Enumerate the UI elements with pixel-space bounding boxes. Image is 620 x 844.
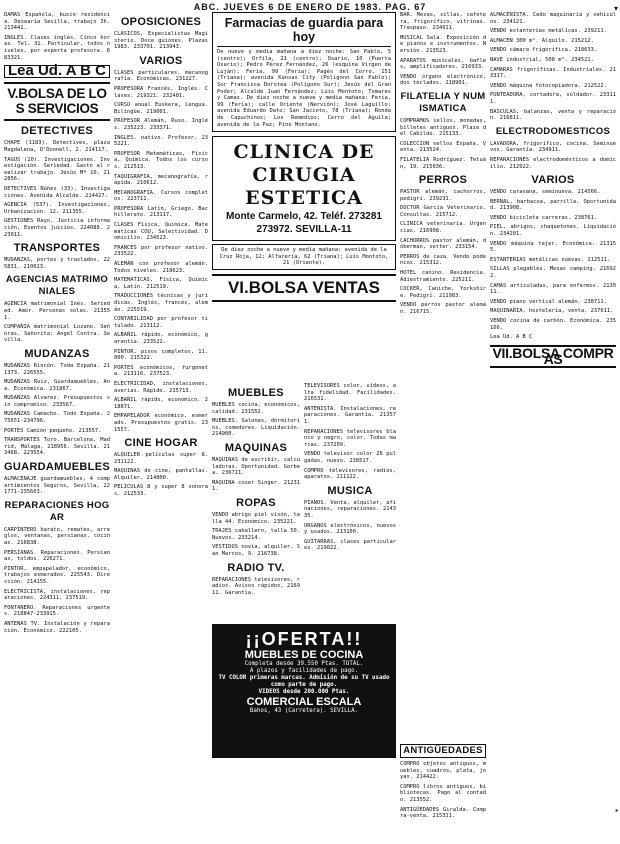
classified-ad: REPARACIONES electrodomésticos a domicilio. 212922. [490, 156, 616, 170]
oferta-line: VIDEOS desde 200.000 Ptas. [258, 689, 350, 695]
classified-ad: MAQUINAS de cine, pantallas. Alquiler. 214800. [114, 468, 208, 481]
classified-ad: MUDANZAS Rincón. Toda España. 211373. 226555. [4, 362, 110, 376]
classified-ad: CLASICOS, Especialistas Magisterio. Doce guiones. Plazas 1983. 233701. 213943. [114, 31, 208, 51]
classified-ad: MAQUINA coser Singer. 212311. [212, 479, 300, 493]
col1-sections [4, 125, 110, 634]
classified-ad: ALMACENAJE guardamuebles, 4 compartimientos Seguros, Sevilla, 221771-235603. [4, 476, 110, 496]
classified-ad: PIANOS. Venta, alquiler, afinaciones, reparaciones. 214335. [304, 499, 396, 519]
farmacias-text: De nueve y media mañana a diez noche: San Pablo, 5 (centro); Orfila, 21 (centro); Osario, 10 (Puerta Osario); Pedro Pérez Fernández, 26 (esquina Virgen de Luján); Feria, 99 (Feria); Pagés del Corro, 151 (Triana); avenida Kansas City (Polígono San Pablo); Sor Francisca Dorotea (Polígono Sur); Jesús del Gran Poder; Alcalde Juan Fernández; Luis Montoto; Tomares y Camas. De diez noche a nueve y media mañana: Feria, 99 (Feria); calle Oriente (Nervión); José Laguillo; avenida Eduardo Dato; San Jacinto, 78 (Triana); Ronda de Capuchinos; Los Remedios; Cerro del Águila; avenida de la Paz; Pino Montano. [217, 49, 391, 128]
oferta-line: A plazos y facilidades de pago. [249, 668, 359, 674]
classified-ad: COMPRAMOS sellos, monedas, billetes antiguos. Plaza del Cabildo. 215133. [400, 117, 486, 138]
classified-ad: APARATOS musicales, bafles, amplificadores. 216933. [400, 57, 486, 71]
section-title: VARIOS [531, 174, 575, 187]
classified-ad: ELECTRICIDAD, instalaciones, averías. Rápido. 215713. [114, 380, 208, 394]
classified-ad: MAQUINARIA, hostelería, venta. 237611. [490, 308, 614, 315]
classified-ad: VESTIDOS novia, alquiler. San Marcos, 9. 216738. [212, 544, 300, 557]
classified-ad: VENDO perros pastor alemán. 216715. [400, 302, 486, 315]
section-title: MUSICA [327, 484, 373, 497]
classified-ad: ELECTRICISTA, instalaciones, reparaciones. 224311. 237519. [4, 588, 110, 602]
classified-ad: FRANCES por profesor nativo. 233522. [114, 244, 208, 258]
classified-ad: MUDANZAS, portes y traslados, 225831. 210023. [4, 257, 110, 270]
section-title: REPARACIONES HOGAR [4, 499, 110, 523]
section-title: RADIO TV. [227, 561, 285, 574]
section-title: TRANSPORTES [13, 242, 101, 255]
clinica-line2: CIRUGIA ESTETICA [245, 164, 363, 210]
section-title: GUARDAMUEBLES [4, 461, 110, 474]
classified-ad: BAR. Mesas, sillas, cafetera, frigorífico, vitrinas. Traspaso. 234911. [400, 12, 486, 32]
classified-ad: CHAPE (1183). Detectives, plaza Magdalena, O'Donnell, 2. 214117. [4, 140, 110, 154]
farmacias-box [212, 12, 396, 132]
classified-ad: ALMACENISTA. Cedo maquinaria y vehículos. 234121. [490, 12, 616, 25]
bolsa-servicios-banner: V.BOLSA DE LOS SERVICIOS [4, 82, 110, 122]
oferta-ad [212, 624, 396, 758]
classified-ad: CAMARAS frigoríficas. Industriales. 213317. [490, 66, 616, 80]
section-title: DETECTIVES [20, 125, 94, 138]
classified-ad: INGLES, nativo. Profesor. 235221. [114, 134, 208, 148]
classified-ad: AGENCIA (537). Investigaciones, Urbanización. 12. 211355. [4, 202, 110, 215]
classified-ad: ANTIGÜEDADES Giralda. Compra-venta. 215311. [400, 806, 486, 820]
classified-ad: ALEMAN con profesor alemán. Todos niveles. 218623. [114, 261, 208, 274]
classified-ad: REPARACIONES televisores, radios. Avisos rápidos, 216911. Garantía. [212, 576, 300, 596]
column-4 [400, 12, 486, 842]
classified-ad: VENDO cocina de carbón. Económica. 235166. [490, 318, 616, 331]
classified-ad: EMPAPELADOR económico, esmerado. Presupuestos gratis. 231557. [114, 413, 208, 433]
classified-ad: ANTENAS TV. Instalación y reparación. Económico. 222105. [4, 620, 110, 634]
classified-ad: PROFESOR Matemáticas, Física, Química. Todos los cursos. 212513. [114, 150, 208, 170]
section-title: OPOSICIONES [120, 16, 202, 28]
classified-ad: MECANOGRAFIA. Cursos completos. 223711. [114, 189, 208, 203]
classified-ad: PORTES económicos, furgoneta. 213116. 237523. [114, 364, 208, 378]
classified-ad: PORTES Camión pequeño. 213557. [4, 427, 102, 434]
classified-ad: TAGUS (20). Investigaciones. Investigación. Seriedad. Gasto al realizar trabajo. Jesús Mª 10. 212856. [4, 156, 110, 183]
classified-ad: MATEMATICAS, Física, Química, Latín. 212519. [114, 277, 208, 290]
classified-ad: TELEVISORES color, vídeos, alta fidelidad. Facilidades. 216531. [304, 383, 396, 403]
page-header: ABC. JUEVES 6 DE ENERO DE 1983. PAG. 67 [193, 2, 427, 12]
classified-ad: BASCULAS, balanzas, venta y reparación. 216811. [490, 108, 616, 122]
clinica-line1: CLINICA DE [233, 141, 375, 164]
classified-ad: DETECTIVES Núñez (33). Investigaciones. Avenida Alcalde. 214427. [4, 186, 110, 199]
classified-ad: ORGANOS electrónicos, nuevos y usados. 213100. [304, 522, 396, 536]
classified-ad: DAMAS Española, busco residencia. Desearía Sevilla, trabajo 3h. 213441. [4, 12, 110, 32]
col4-sections [400, 12, 486, 316]
classified-ad: MUSICAL Sala. Exposición de pianos e instrumentos. Nervión. 213523. [400, 34, 486, 54]
classified-ad: FONTANERO. Reparaciones urgentes. 218847-233915. [4, 604, 110, 618]
classified-ad: VENDO cámara frigorífica. 218633. [490, 47, 598, 54]
classified-ad: VENDO televisor color 26 pulgadas, nuevo. 238517. [304, 451, 396, 464]
classified-ad: COLECCION sellos España. Venta. 213524. [400, 140, 486, 154]
oferta-company: COMERCIAL ESCALA [246, 696, 362, 708]
section-title: MUEBLES [228, 387, 284, 399]
oferta-line: TV COLOR primeras marcas. Admisión de su TV usado como parte de pago. [218, 675, 390, 688]
oferta-subtitle: MUEBLES DE COCINA [244, 649, 364, 661]
bolsa-ventas-banner: VI.BOLSA VENTAS [212, 274, 396, 302]
classified-ad: ALBAÑIL rápido, económico. 218871. [114, 397, 208, 410]
column-5 [490, 12, 616, 842]
section-title: PERROS [418, 174, 468, 187]
classified-ad: VENDO piano vertical alemán. 238711. [490, 298, 607, 305]
classified-ad: MUDANZAS Ruiz, Guardamuebles, Ana. Económica. 231867. [4, 379, 110, 392]
margin-mark: ▪ [615, 806, 618, 815]
classified-ad: CURSO anual Euskera, Lengua. Bilingüe. 219001. [114, 102, 208, 115]
classified-ad: TRAJES caballero, talla 50. Nuevos. 233214. [212, 528, 300, 541]
classified-ad: LAVADORA, frigorífico, cocina. Seminuevos. Garantía. 234911. [490, 140, 616, 154]
classified-ad: TAQUIGRAFIA, mecanografía, rápida. 210612. [114, 173, 208, 187]
classified-ad: MUEBLES. Salones, dormitorios, comedores. Liquidación. 214900. [212, 418, 300, 438]
classified-ad: ESTANTERIAS metálicas nuevas. 212511. [490, 256, 611, 263]
classified-ad: MUDANZAS Camacho. Todo España. 275651-234796. [4, 411, 110, 425]
classified-ad: REPARACIONES televisores blanco y negro, color. Todas marcas. 237209. [304, 428, 396, 448]
classified-ad: VENDO estanterías metálicas. 239211. [490, 28, 607, 35]
classified-ad: VENDO máquina tejer. Económica. 213155. [490, 240, 616, 254]
classified-ad: SILLAS plegables. Mesas camping. 216922. [490, 266, 616, 280]
classified-ad: CLASES particulares, mecanografía. Económicas. 231227. [114, 69, 208, 83]
classified-ad: TRADUCCIONES técnicas y jurídicas. Inglés, francés, alemán. 225519. [114, 293, 208, 313]
classified-ad: PASTOR alemán, cachorros, pedigrí. 239231. [400, 189, 486, 202]
section-title: CINE HOGAR [124, 437, 198, 450]
classified-ad: Lea Ud. A B C [490, 334, 533, 341]
classified-ad: PROFESORA Latín, Griego. Bachillerato. 213117. [114, 205, 208, 219]
classified-ad: NAVE industrial, 500 m². 234521. [490, 56, 594, 63]
classified-ad: COMPRO televisores, radios, aparatos. 211122. [304, 467, 396, 481]
section-title: FILATELIA Y NUMISMATICA [400, 90, 486, 114]
classified-ad: ALMACEN 300 m². Alquilo. 215212. [490, 37, 594, 44]
margin-mark: ▾ [613, 4, 618, 13]
antiguedades-title: ANTIGÜEDADES [400, 744, 486, 758]
bolsa-compras-banner: VII.BOLSA COMPRAS [490, 345, 616, 368]
classified-ad: CAMAS articuladas, para enfermos. 213011. [490, 282, 616, 296]
classified-ad: CUMPAÑIA matrimonial Lozano. Señoras. Señorita: Angel Contra. Sevilla. [4, 324, 110, 344]
classified-ad: GESTIONES Rayo. Justicia información, Eventos juicios. 224088. 223011. [4, 218, 110, 238]
classified-ad: PELICULAS 8 y super 8 sonoras. 212533. [114, 484, 208, 498]
classified-ad: PROFESORA Francés, Inglés. Clases. 219321. 232401. [114, 85, 208, 99]
classified-ad: AGENCIA matrimonial Inés. Serieded. Amor. Personas solas. 213551. [4, 301, 110, 321]
classified-ad: MUEBLES cocina, económicos, calidad. 231552. [212, 402, 300, 415]
oferta-title: ¡¡OFERTA!! [245, 629, 363, 649]
classified-ad: INGLES. Clases inglés. Cinco horas. Tel. 31. Particular, todos niveles, por experta profesora. 683321. [4, 34, 110, 61]
classified-ad: GUITARRAS, clases particulares. 219022. [304, 538, 396, 552]
clinica-phone: 273972. SEVILLA-11 [256, 224, 352, 236]
classified-ad: ALBAÑIL rápido, económico, garantía. 233522. [114, 332, 208, 345]
classified-ad: MUDANZAS Alvarez. Presupuestos sin compromiso. 233567. [4, 395, 110, 408]
classified-ad: TRANSPORTES Toro. Barcelona, Madrid, Málaga, 218956. Sevilla. 213468. 223554. [4, 437, 110, 457]
classified-ad: COMPRO objetos antiguos, muebles, cuadros, plata, joyas. 214422. [400, 761, 486, 781]
section-title: ROPAS [236, 496, 276, 509]
section-title: MUDANZAS [24, 347, 90, 360]
ventas-left [212, 383, 300, 621]
column-1 [4, 12, 110, 842]
farmacias-note: De diez noche a nueve y media mañana: avenida de la Cruz Roja, 12; Alfarería, 62 (Triana); Luis Montoto, 21 (Oriente). [212, 244, 396, 270]
classified-ad: CARPINTERO barato, remates, arreglos, ventanas, persianas, cocinas. 216838. [4, 526, 110, 546]
antiguedades-block [400, 740, 486, 840]
classified-ad: VENDO órgano electrónico, dos teclados. 218901. [400, 73, 486, 87]
farmacias-title: Farmacias de guardia para hoy [217, 16, 391, 47]
classified-ad: VENDO bicicleta carreras. 238761. [490, 214, 598, 221]
classified-ad: CACHORROS pastor alemán, dóberman, setter. 233154. [400, 237, 486, 251]
classified-ad: HOTEL canino. Residencia. Adiestramiento. 225211. [400, 270, 486, 283]
center-block [212, 12, 396, 305]
classified-ad: COMPRO libros antiguos, bibliotecas. Pago al contado. 213552. [400, 783, 486, 803]
section-title: AGENCIAS MATRIMONIALES [5, 274, 109, 298]
classified-ad: PIEL, abrigos, chaquetones. Liquidación. 234201. [490, 224, 616, 238]
classified-ad: ANTENISTA. Instalaciones, reparaciones. Garantía. 213571. [304, 405, 396, 425]
classified-ad: ALQUILER películas super 8. 231122. [114, 452, 208, 465]
ventas-right [304, 383, 396, 621]
classified-ad: PUNTEADORA, cortadora, soldador. 233111. [490, 92, 616, 105]
oferta-line: Completa desde 39.550 Ptas. TOTAL. [244, 661, 364, 667]
classified-ad: PERSIANAS. Reparaciones. Persianas, toldos. 226271. [4, 549, 110, 563]
classified-ad: DOCTOR García Veterinario. Consultas. 215712. [400, 205, 486, 218]
section-title: MAQUINAS [224, 441, 288, 454]
classified-ad: VENDO máquina fotocopiadora. 212522. [490, 82, 607, 89]
classified-ad: PINTOR, pisos completos, 11.000. 215322. [114, 348, 208, 362]
oferta-address: Bahos, 43 (Carretera). SEVILLA. [249, 708, 359, 714]
classified-ad: CLINICA veterinaria. Urgencias. 216908. [400, 221, 486, 235]
antiguedades-ads [400, 761, 486, 820]
classified-ad: MAQUINAS de escribir, calculadoras. Oportunidad. Gorbea. 236711. [212, 456, 300, 477]
clinica-ad [212, 136, 396, 241]
classified-ad: BERNAL, barbacoa, parrilla. Oportunidad. 213908. [490, 198, 616, 212]
column-2 [114, 12, 208, 842]
section-title: VARIOS [139, 54, 183, 67]
classified-ad: PROFESOR Alemán, Ruso. Inglés. 235223. 233371. [114, 118, 208, 131]
classified-ad: VENDO abrigo piel visón, talla 44. Económico. 235221. [212, 511, 300, 525]
section-title: ELECTRODOMESTICOS [495, 125, 611, 137]
classified-ad: PINTOR, empapelador, económico, trabajos esmerados. 225543. Dirección: 214155. [4, 565, 110, 585]
clinica-address: Monte Carmelo, 42. Teléf. 273281 [226, 211, 382, 223]
classified-ad: PERROS de caza. Vendo podencos. 215312. [400, 253, 486, 267]
col5-sections [490, 12, 616, 341]
lea-abc-banner: Lea Ud. A B C [4, 65, 110, 78]
classified-ad: VENDO caravana, seminueva. 214566. [490, 189, 601, 196]
classified-ad: COCKER, Caniche, Yorkshire. Pedigrí. 211983. [400, 286, 486, 299]
classified-ad: CLASES Física, Química, Matemáticas COU, Selectividad. Domicilio. 234523. [114, 222, 208, 242]
col2-sections [114, 16, 208, 498]
classified-ad: FILATELIA Rodríguez. Tetuán, 19. 215036. [400, 156, 486, 170]
classified-ad: CONTABILIDAD por profesor titulado. 213112. [114, 316, 208, 329]
